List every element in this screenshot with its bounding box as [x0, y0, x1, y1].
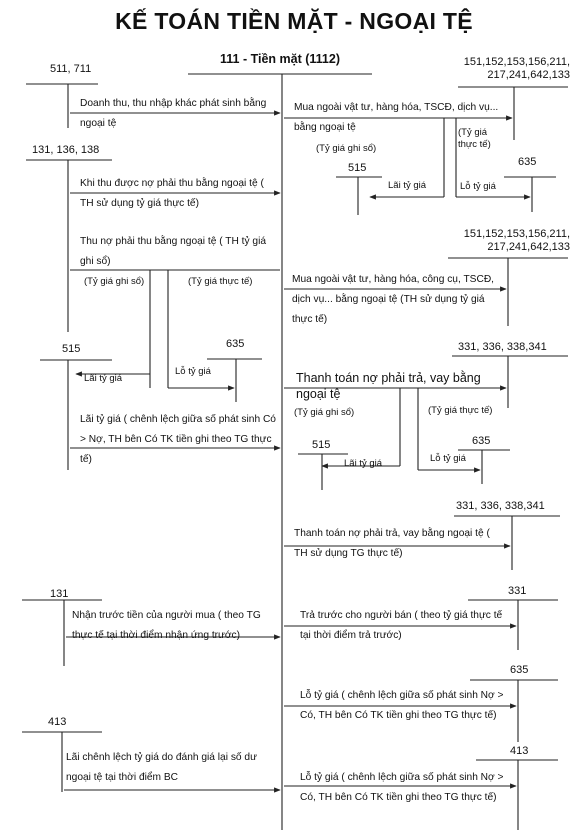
account-515-left: 515: [62, 343, 81, 355]
label-ty-gia-ghi-so-right-2: (Tỷ giá ghi sổ): [294, 407, 355, 418]
label-lai-ty-gia-left: Lãi tỷ giá: [84, 373, 123, 384]
text-lai-chenh-lech-danh-gia: Lãi chênh lệch tỷ giá do đánh giá lại số dư ngoại tệ tại thời điểm BC: [66, 752, 257, 783]
main-account-label: 111 - Tiền mặt (1112): [220, 52, 340, 66]
account-331-group-1: 331, 336, 338,341: [458, 341, 547, 353]
text-khi-thu-no: Khi thu được nợ phải thu bằng ngoại tệ ( TH sử dụng tỷ giá thực tế): [80, 178, 264, 209]
account-635-right-1: 635: [518, 156, 537, 168]
text-thanh-toan-1: Thanh toán nợ phải trả, vay bằng ngoại tệ: [296, 371, 481, 401]
label-ty-gia-thuc-te-right: (Tỷ giá thực tế): [458, 127, 491, 150]
account-635-right-3: 635: [510, 664, 529, 676]
text-thu-no-ghi-so: Thu nợ phải thu bằng ngoại tệ ( TH tỷ giá ghi sổ): [80, 236, 267, 267]
account-131: 131: [50, 588, 69, 600]
label-ty-gia-thuc-te-left: (Tỷ giá thực tế): [188, 276, 253, 287]
text-doanh-thu: Doanh thu, thu nhập khác phát sinh bằng ngoại tệ: [80, 98, 267, 129]
page-title: KẾ TOÁN TIỀN MẶT - NGOẠI TỆ: [115, 8, 473, 34]
text-lai-ty-gia-chenh-lech: Lãi tỷ giá ( chênh lệch giữa số phát sinh Có > Nợ, TH bên Có TK tiền ghi theo TG thực tế): [80, 414, 276, 465]
label-lai-ty-gia-right-2: Lãi tỷ giá: [344, 458, 383, 469]
label-lo-ty-gia-right-1: Lỗ tỷ giá: [460, 181, 496, 192]
text-tra-truoc: Trả trước cho người bán ( theo tỷ giá thực tế tại thời điểm trả trước): [300, 610, 503, 641]
account-511-711: 511, 711: [50, 63, 92, 75]
text-lo-ty-gia-chenh-lech-2: Lỗ tỷ giá ( chênh lệch giữa số phát sinh Nợ > Có, TH bên Có TK tiền ghi theo TG thực tế): [300, 772, 504, 803]
account-331-right: 331: [508, 585, 527, 597]
account-group-151-2: 151,152,153,156,211, 217,241,642,133: [463, 228, 570, 253]
label-ty-gia-ghi-so-right: (Tỷ giá ghi sổ): [316, 143, 377, 154]
account-131-136-138: 131, 136, 138: [32, 144, 100, 156]
account-515-right-1: 515: [348, 162, 367, 174]
account-331-group-2: 331, 336, 338,341: [456, 500, 545, 512]
account-413-left: 413: [48, 716, 67, 728]
label-lai-ty-gia-right-1: Lãi tỷ giá: [388, 180, 427, 191]
account-515-right-2: 515: [312, 439, 331, 451]
account-635-right-2: 635: [472, 435, 491, 447]
account-group-151-1: 151,152,153,156,211, 217,241,642,133: [463, 56, 570, 81]
account-413-right: 413: [510, 745, 529, 757]
text-lo-ty-gia-chenh-lech-1: Lỗ tỷ giá ( chênh lệch giữa số phát sinh Nợ > Có, TH bên Có TK tiền ghi theo TG thực tế): [300, 690, 504, 721]
label-ty-gia-thuc-te-right-2: (Tỷ giá thực tế): [428, 405, 493, 416]
account-635-left: 635: [226, 338, 245, 350]
label-lo-ty-gia-left: Lỗ tỷ giá: [175, 366, 211, 377]
label-ty-gia-ghi-so-left: (Tỷ giá ghi sổ): [84, 276, 145, 287]
text-thanh-toan-2: Thanh toán nợ phải trả, vay bằng ngoại tệ ( TH sử dụng TG thực tế): [294, 528, 490, 559]
text-nhan-truoc: Nhận trước tiền của người mua ( theo TG thực tế tại thời điểm nhận ứng trước): [72, 610, 261, 641]
text-mua-ngoai-2: Mua ngoài vật tư, hàng hóa, công cụ, TSCĐ, dịch vụ... bằng ngoại tệ (TH sử dụng tỷ giá thực tế): [292, 274, 495, 325]
label-lo-ty-gia-right-2: Lỗ tỷ giá: [430, 453, 466, 464]
text-mua-ngoai-1: Mua ngoài vật tư, hàng hóa, TSCĐ, dịch vụ... bằng ngoại tệ: [294, 102, 499, 133]
